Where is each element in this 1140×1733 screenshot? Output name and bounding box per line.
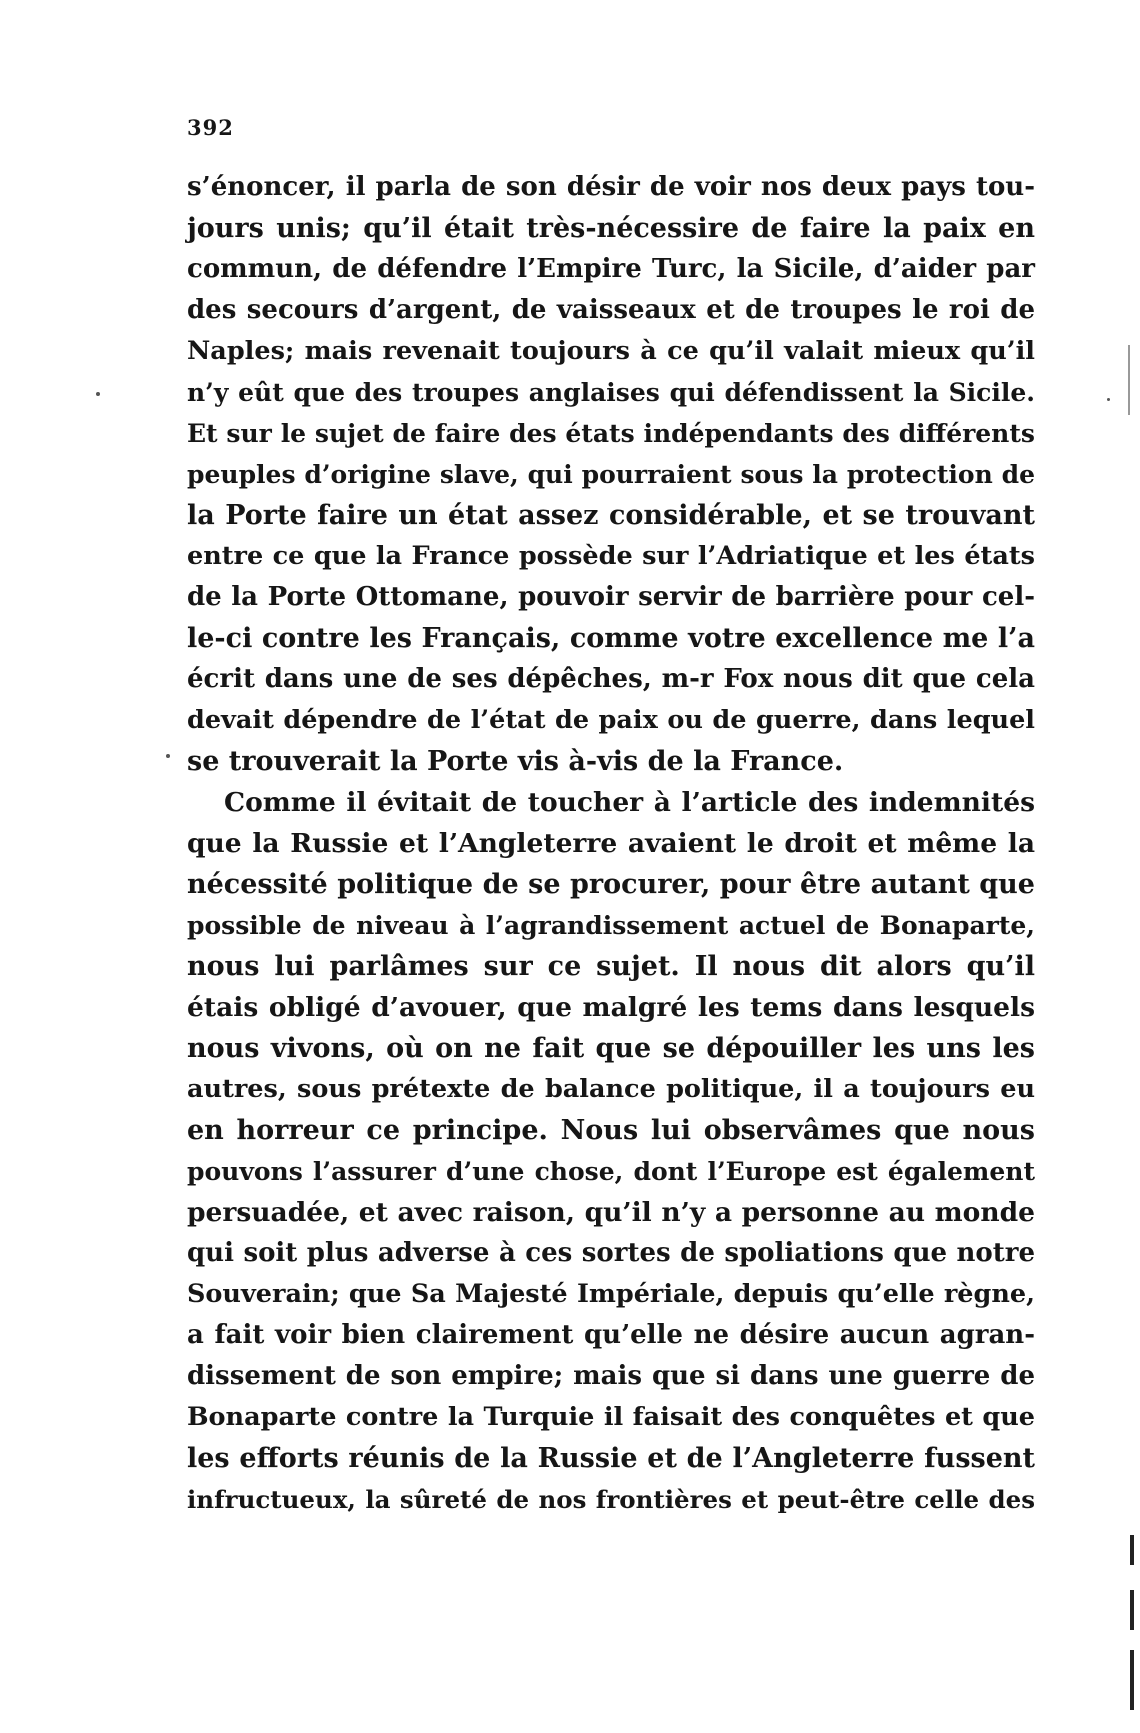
text-line: le-ci contre les Français, comme votre excellence me l’a [187, 623, 1035, 654]
scan-speck [1107, 398, 1110, 401]
text-line: possible de niveau à l’agrandissement actuel de Bonaparte, [187, 911, 1035, 940]
scan-edge-mark [1128, 345, 1130, 415]
text-line: des secours d’argent, de vaisseaux et de troupes le roi de [187, 295, 1035, 325]
text-line: peuples d’origine slave, qui pourraient sous la protection de [187, 460, 1035, 489]
text-line: autres, sous prétexte de balance politique, il a toujours eu [187, 1074, 1035, 1104]
text-line: Comme il évitait de toucher à l’article des indemnités [224, 787, 1035, 818]
text-line: de la Porte Ottomane, pouvoir servir de barrière pour cel- [187, 582, 1035, 612]
text-line: nous lui parlâmes sur ce sujet. Il nous dit alors qu’il [187, 951, 1035, 982]
text-line: nécessité politique de se procurer, pour être autant que [187, 869, 1035, 900]
text-line: Naples; mais revenait toujours à ce qu’il valait mieux qu’il [187, 336, 1035, 366]
scan-speck [96, 392, 100, 396]
text-line: étais obligé d’avouer, que malgré les tems dans lesquels [187, 992, 1035, 1023]
text-line: en horreur ce principe. Nous lui observâmes que nous [187, 1115, 1035, 1146]
scan-edge-mark [1130, 1535, 1134, 1565]
text-line: commun, de défendre l’Empire Turc, la Sicile, d’aider par [187, 254, 1035, 284]
text-line: n’y eût que des troupes anglaises qui défendissent la Sicile. [187, 378, 1035, 407]
scan-edge-mark [1130, 1650, 1134, 1710]
text-line: Bonaparte contre la Turquie il faisait des conquêtes et que [187, 1402, 1035, 1432]
page-number: 392 [187, 115, 234, 140]
text-line: infructueux, la sûreté de nos frontières et peut-être celle des [187, 1485, 1035, 1514]
text-line: a fait voir bien clairement qu’elle ne désire aucun agran- [187, 1320, 1035, 1350]
text-line: écrit dans une de ses dépêches, m-r Fox nous dit que cela [187, 664, 1035, 694]
text-line: persuadée, et avec raison, qu’il n’y a personne au monde [187, 1197, 1035, 1228]
text-line: Souverain; que Sa Majesté Impériale, depuis qu’elle règne, [187, 1279, 1035, 1309]
text-line: entre ce que la France possède sur l’Adriatique et les états [187, 541, 1035, 571]
text-line: dissement de son empire; mais que si dans une guerre de [187, 1361, 1035, 1391]
scan-speck [166, 754, 170, 758]
text-line: jours unis; qu’il était très-nécessire de faire la paix en [187, 213, 1035, 244]
text-line: pouvons l’assurer d’une chose, dont l’Europe est également [187, 1157, 1035, 1186]
text-line: nous vivons, où on ne fait que se dépouiller les uns les [187, 1033, 1035, 1064]
scan-edge-mark [1130, 1590, 1134, 1630]
text-line: la Porte faire un état assez considérable, et se trouvant [187, 500, 1035, 531]
text-line: se trouverait la Porte vis à-vis de la France. [187, 746, 844, 777]
text-line: que la Russie et l’Angleterre avaient le droit et même la [187, 828, 1035, 859]
body-text [187, 167, 1035, 1520]
text-line: devait dépendre de l’état de paix ou de guerre, dans lequel [187, 705, 1035, 735]
text-line: qui soit plus adverse à ces sortes de spoliations que notre [187, 1238, 1035, 1268]
text-line: s’énoncer, il parla de son désir de voir nos deux pays tou- [187, 172, 1035, 202]
text-line: Et sur le sujet de faire des états indépendants des différents [187, 419, 1035, 448]
text-line: les efforts réunis de la Russie et de l’Angleterre fussent [187, 1443, 1035, 1474]
